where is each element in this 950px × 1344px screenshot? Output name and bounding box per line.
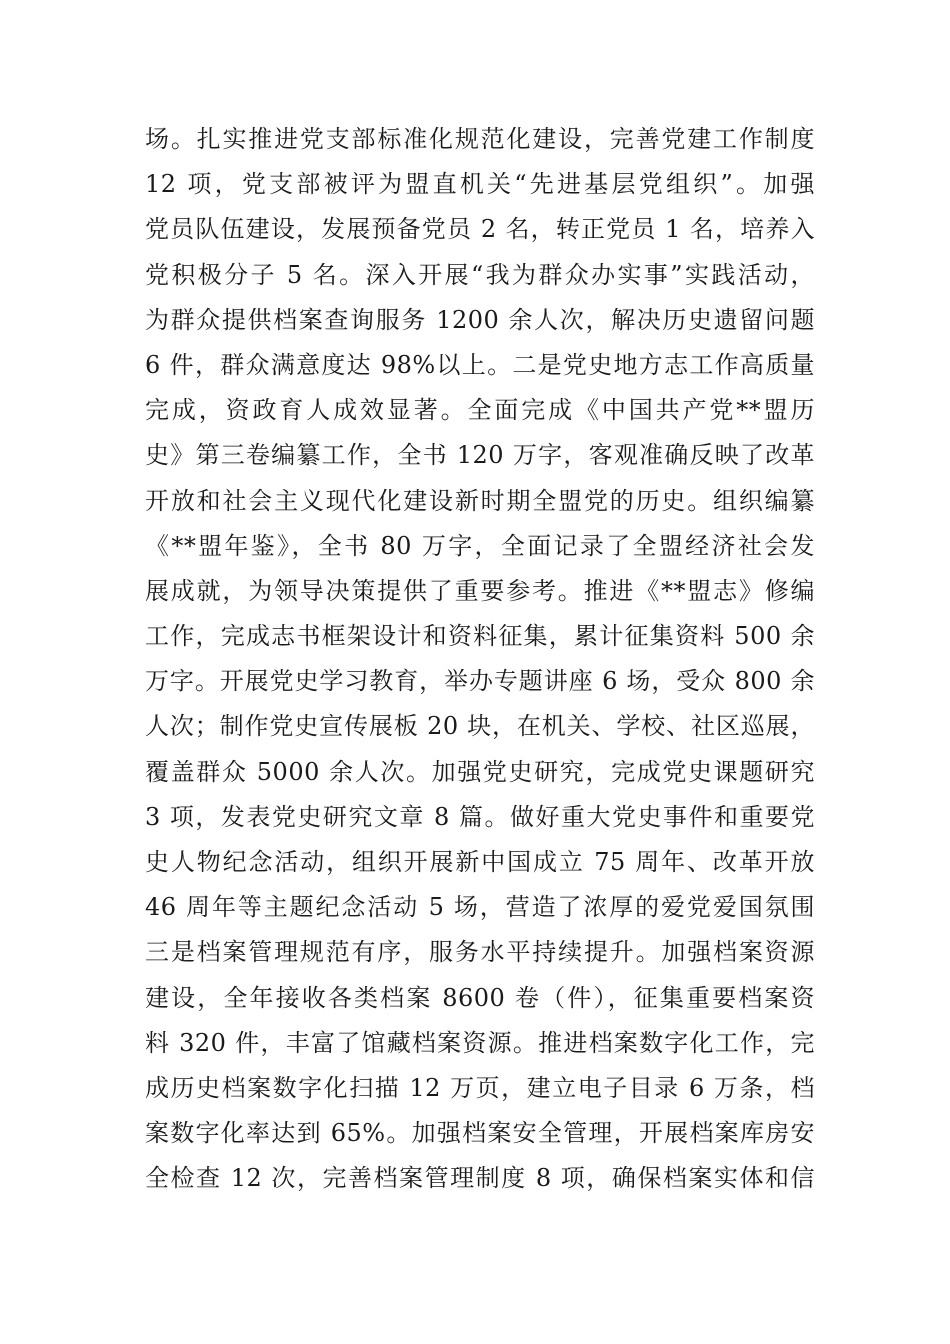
text-line: 料 320 件，丰富了馆藏档案资源。推进档案数字化工作，完 xyxy=(145,1028,815,1057)
text-line: 46 周年等主题纪念活动 5 场，营造了浓厚的爱党爱国氛围 xyxy=(145,893,815,922)
text-line: 12 项，党支部被评为盟直机关“先进基层党组织”。加强 xyxy=(145,170,815,199)
text-line: 6 件，群众满意度达 98%以上。二是党史地方志工作高质量 xyxy=(145,350,815,379)
text-line: 史人物纪念活动，组织开展新中国成立 75 周年、改革开放 xyxy=(145,848,815,876)
text-line: 案数字化率达到 65%。加强档案安全管理，开展档案库房安 xyxy=(145,1119,815,1148)
text-line: 场。扎实推进党支部标准化规范化建设，完善党建工作制度 xyxy=(145,125,815,153)
text-line: 万字。开展党史学习教育，举办专题讲座 6 场，受众 800 余 xyxy=(145,667,815,696)
text-line: 工作，完成志书框架设计和资料征集，累计征集资料 500 余 xyxy=(145,622,815,651)
text-line: 人次；制作党史宣传展板 20 块，在机关、学校、社区巡展， xyxy=(145,712,815,741)
text-line: 史》第三卷编纂工作，全书 120 万字，客观准确反映了改革 xyxy=(145,441,815,470)
body-text xyxy=(145,117,815,1202)
text-line: 3 项，发表党史研究文章 8 篇。做好重大党史事件和重要党 xyxy=(145,802,815,831)
text-line: 《**盟年鉴》，全书 80 万字，全面记录了全盟经济社会发 xyxy=(145,531,815,560)
text-line: 建设，全年接收各类档案 8600 卷（件），征集重要档案资 xyxy=(145,983,815,1012)
text-line: 完成，资政育人成效显著。全面完成《中国共产党**盟历 xyxy=(145,396,815,425)
text-line: 覆盖群众 5000 余人次。加强党史研究，完成党史课题研究 xyxy=(145,757,815,786)
text-line: 党员队伍建设，发展预备党员 2 名，转正党员 1 名，培养入 xyxy=(145,215,815,244)
text-line: 开放和社会主义现代化建设新时期全盟党的历史。组织编纂 xyxy=(145,486,815,515)
text-line: 全检查 12 次，完善档案管理制度 8 项，确保档案实体和信 xyxy=(145,1164,815,1193)
text-line: 成历史档案数字化扫描 12 万页，建立电子目录 6 万条，档 xyxy=(145,1073,815,1102)
text-line: 党积极分子 5 名。深入开展“我为群众办实事”实践活动， xyxy=(145,260,815,289)
text-line: 展成就，为领导决策提供了重要参考。推进《**盟志》修编 xyxy=(145,576,815,605)
text-line: 三是档案管理规范有序，服务水平持续提升。加强档案资源 xyxy=(145,938,815,967)
text-line: 为群众提供档案查询服务 1200 余人次，解决历史遗留问题 xyxy=(145,305,815,334)
